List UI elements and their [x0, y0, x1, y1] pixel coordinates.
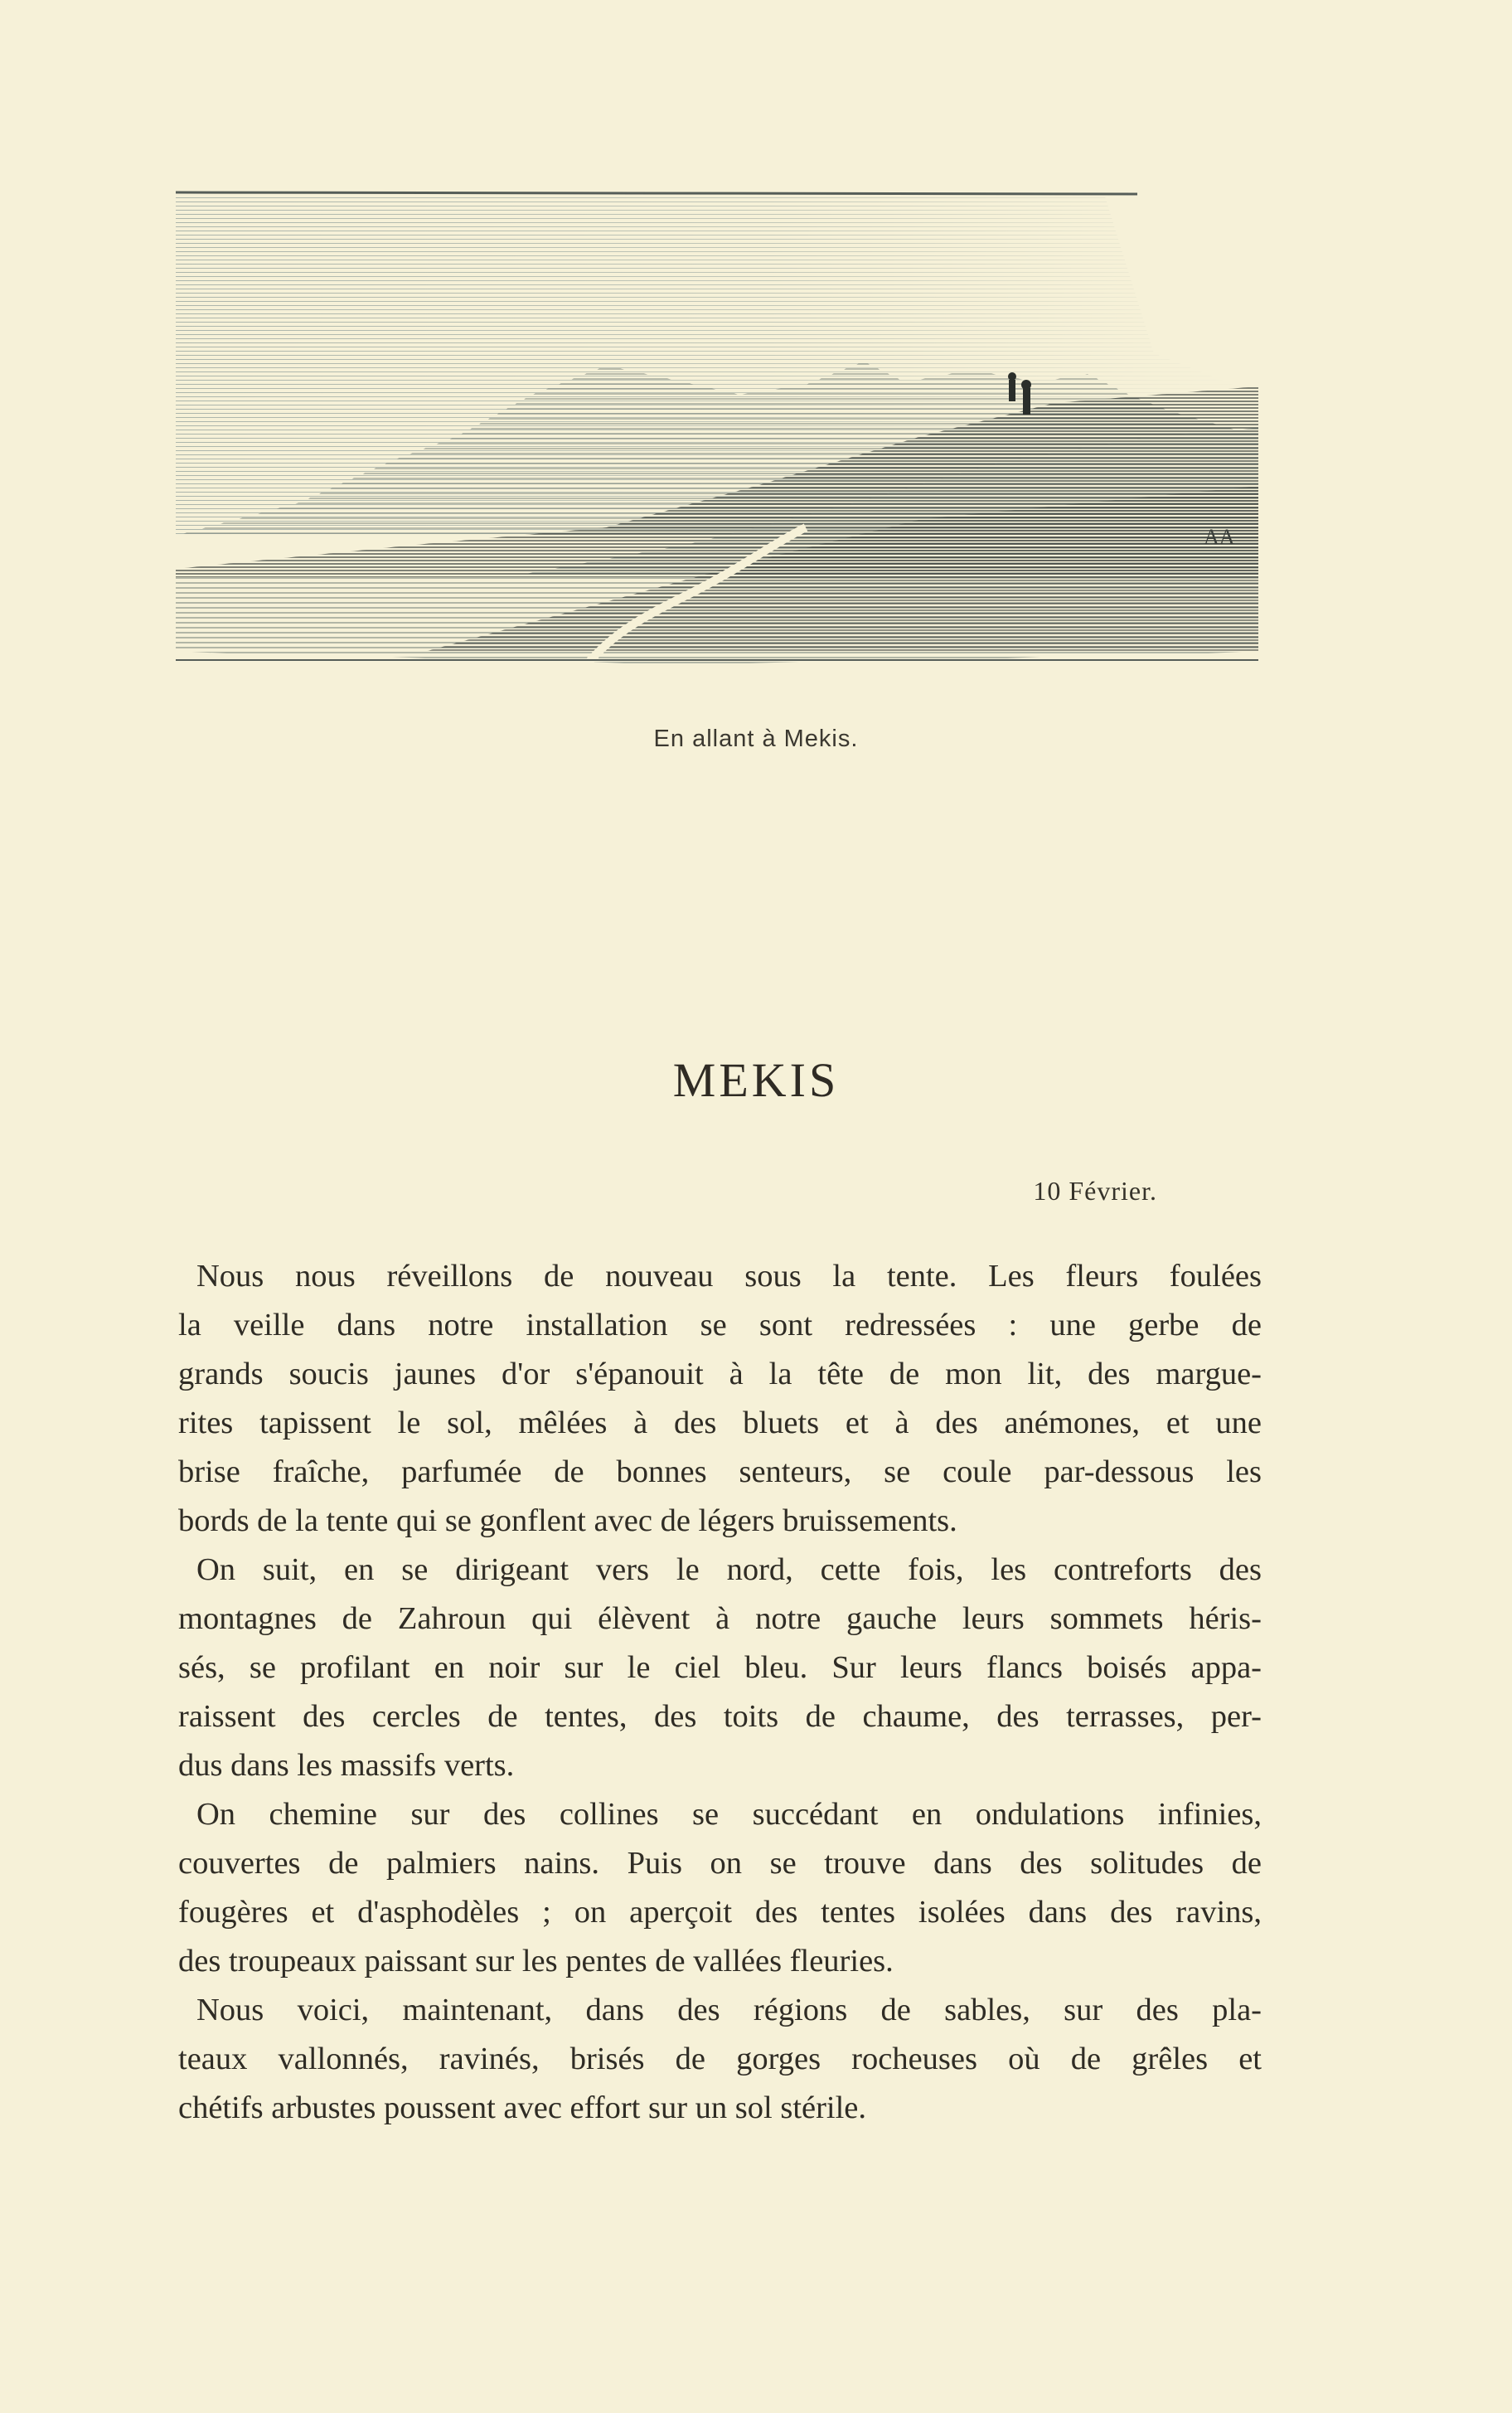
landscape-engraving-image: [176, 187, 1258, 682]
text-line: fougères et d'asphodèles ; on aperçoit des tentes isolées dans des ravins,: [178, 1895, 1262, 1930]
text-line: Nous nous réveillons de nouveau sous la tente. Les fleurs foulées: [196, 1259, 1262, 1294]
text-line: montagnes de Zahroun qui élèvent à notre gauche leurs sommets héris-: [178, 1601, 1262, 1636]
text-line: couvertes de palmiers nains. Puis on se trouve dans des solitudes de: [178, 1846, 1262, 1881]
text-line: On suit, en se dirigeant vers le nord, cette fois, les contreforts des: [196, 1552, 1262, 1587]
engraver-signature: AA: [1204, 525, 1235, 549]
text-line: dus dans les massifs verts.: [178, 1748, 515, 1783]
text-line: teaux vallonnés, ravinés, brisés de gorges rocheuses où de grêles et: [178, 2042, 1262, 2076]
paragraph: [178, 1986, 1262, 2133]
text-line: bords de la tente qui se gonflent avec de légers bruissements.: [178, 1503, 957, 1538]
text-line: chétifs arbustes poussent avec effort sur un sol stérile.: [178, 2090, 867, 2125]
paragraph: [178, 1790, 1262, 1986]
text-line: sés, se profilant en noir sur le ciel bleu. Sur leurs flancs boisés appa-: [178, 1650, 1262, 1685]
text-line: des troupeaux paissant sur les pentes de vallées fleuries.: [178, 1944, 894, 1978]
body-text: [178, 1252, 1262, 2133]
text-line: la veille dans notre installation se sont redressées : une gerbe de: [178, 1308, 1262, 1342]
text-line: On chemine sur des collines se succédant en ondulations infinies,: [196, 1797, 1262, 1832]
illustration-caption: En allant à Mekis.: [653, 726, 859, 752]
text-line: brise fraîche, parfumée de bonnes senteurs, se coule par-dessous les: [178, 1454, 1262, 1489]
paragraph: [178, 1546, 1262, 1790]
text-line: Nous voici, maintenant, dans des régions de sables, sur des pla-: [196, 1993, 1262, 2027]
text-line: rites tapissent le sol, mêlées à des bluets et à des anémones, et une: [178, 1406, 1262, 1440]
entry-date: 10 Février.: [1033, 1176, 1157, 1206]
paragraph: [178, 1252, 1262, 1546]
landscape-engraving: [176, 187, 1258, 682]
chapter-title: MEKIS: [672, 1052, 840, 1107]
text-line: grands soucis jaunes d'or s'épanouit à la tête de mon lit, des margue-: [178, 1357, 1262, 1391]
text-line: raissent des cercles de tentes, des toits de chaume, des terrasses, per-: [178, 1699, 1262, 1734]
